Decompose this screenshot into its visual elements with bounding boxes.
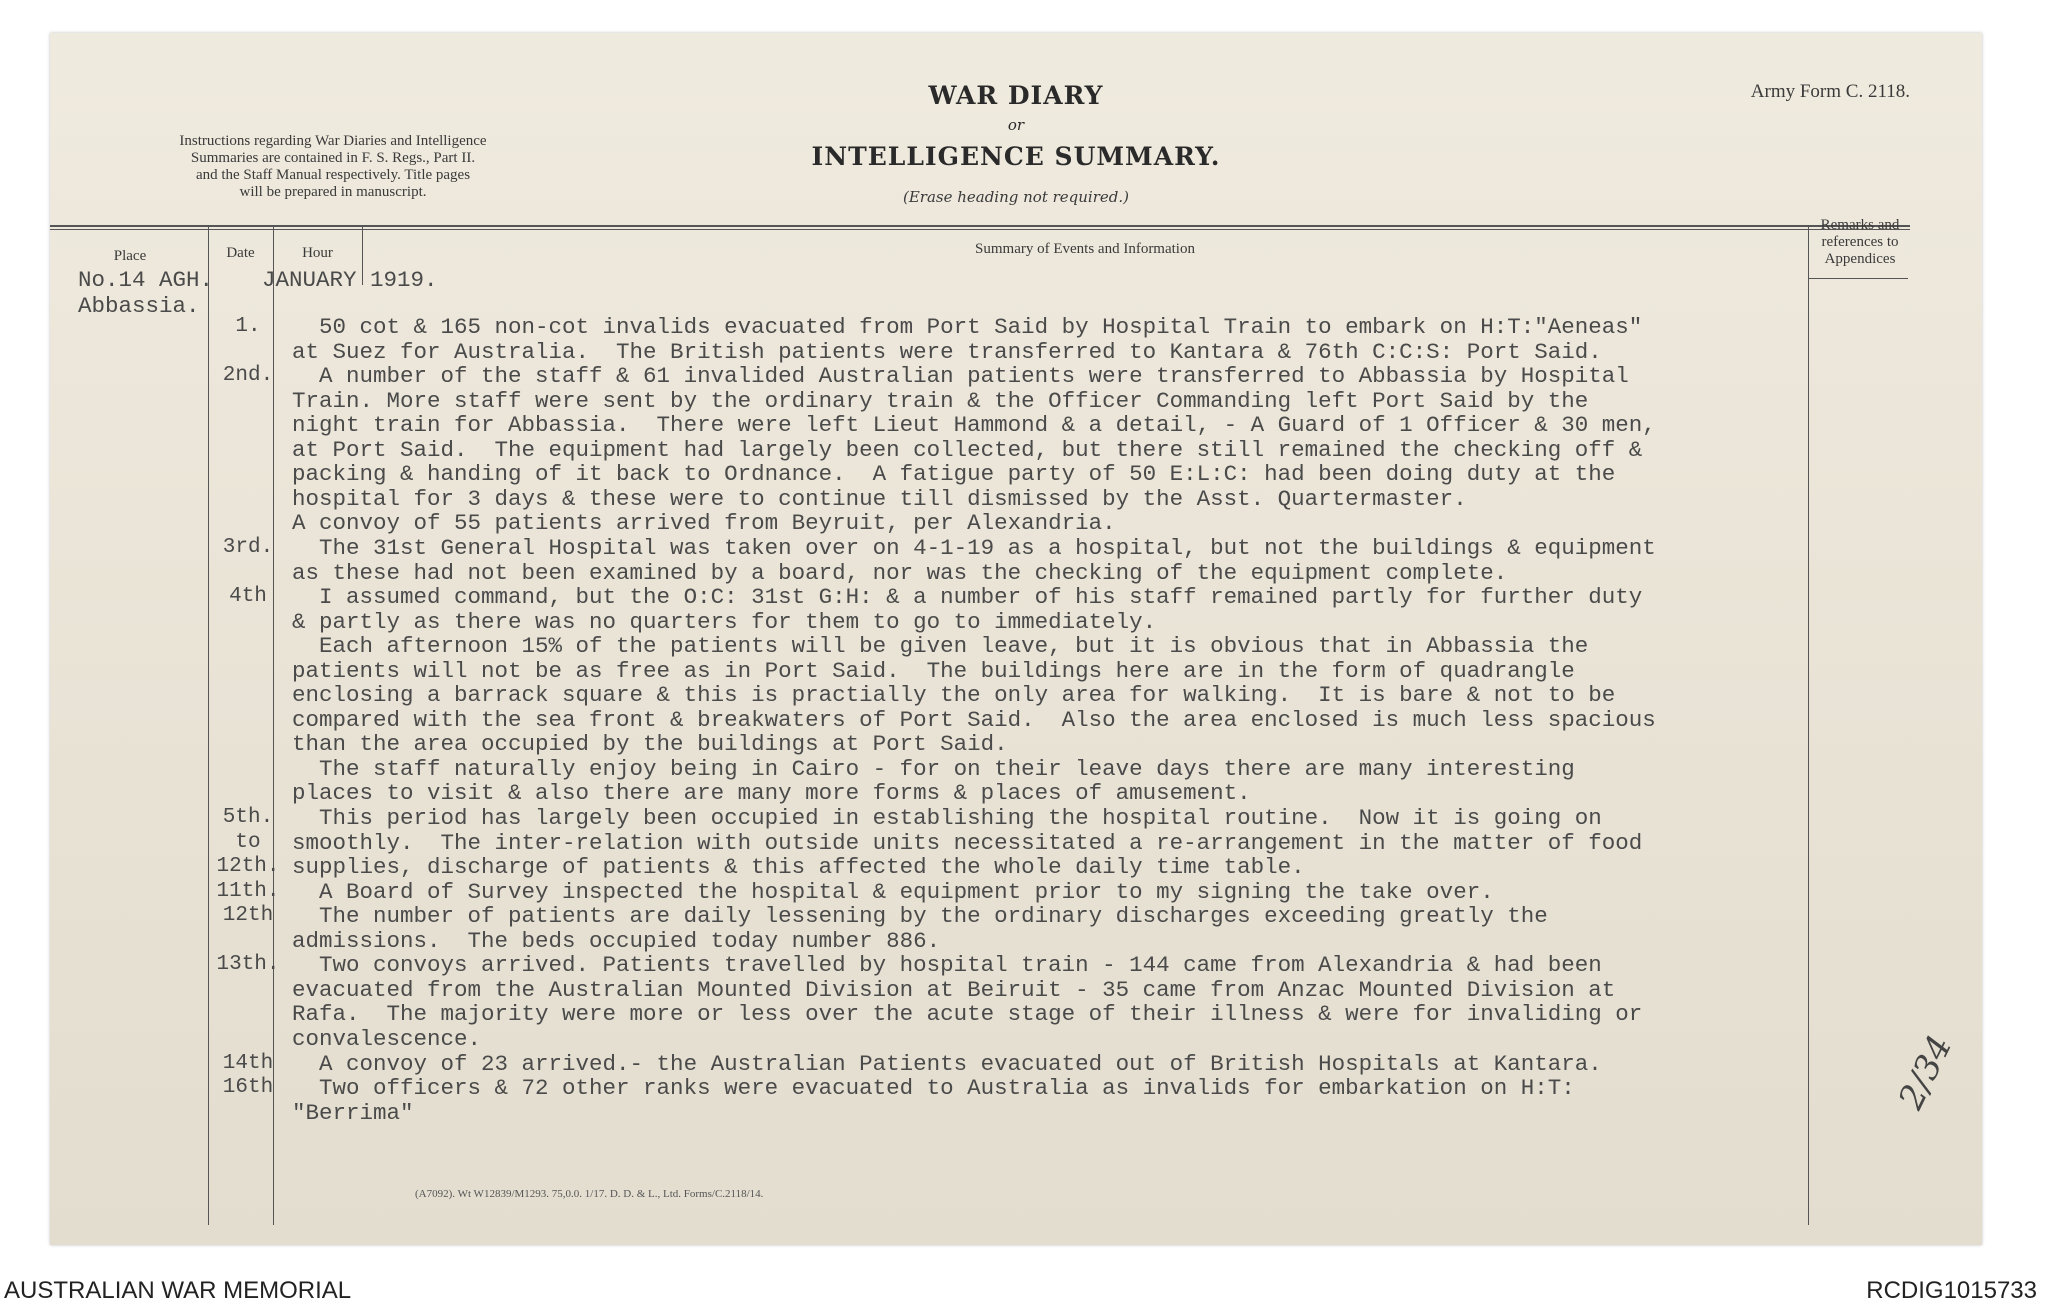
- entry-text: evacuated from the Australian Mounted Division at Beiruit - 35 came from Anzac Mounted Division at: [292, 976, 1616, 1003]
- entry-date: to: [235, 830, 261, 854]
- entry-text: hospital for 3 days & these were to continue till dismissed by the Asst. Quartermaster.: [292, 485, 1467, 512]
- entry-text: Train. More staff were sent by the ordinary train & the Officer Commanding left Port Said by the: [292, 387, 1589, 414]
- erase-note: (Erase heading not required.): [902, 188, 1130, 206]
- archive-credit: AUSTRALIAN WAR MEMORIAL: [4, 1277, 352, 1304]
- entry-text: 50 cot & 165 non-cot invalids evacuated from Port Said by Hospital Train to embark on H:T:"Aeneas": [292, 314, 1643, 340]
- entry-text: as these had not been examined by a board, nor was the checking of the equipment complete.: [292, 559, 1508, 586]
- column-header-hour: Hour: [302, 245, 333, 261]
- archive-reference: RCDIG1015733: [1866, 1277, 2037, 1304]
- entry-text: A convoy of 23 arrived.- the Australian Patients evacuated out of British Hospitals at Kantara.: [292, 1050, 1602, 1077]
- entry-date: 4th: [229, 585, 267, 609]
- diary-sheet: [50, 33, 1982, 1245]
- page-mark: 2/34: [1891, 1029, 1961, 1116]
- entry-text: & partly as there was no quarters for them to go to immediately.: [292, 608, 1157, 635]
- entry-text: A number of the staff & 61 invalided Australian patients were transferred to Abbassia by Hospital: [292, 363, 1629, 390]
- column-header-place: Place: [113, 248, 147, 264]
- column-header-summary: Summary of Events and Information: [975, 241, 1195, 257]
- table-top-rule-thin: [50, 229, 1910, 230]
- entry-text: I assumed command, but the O:C: 31st G:H: & a number of his staff remained partly for further duty: [292, 584, 1643, 611]
- remarks-header-line: Remarks and: [1820, 217, 1900, 233]
- remarks-underline: [1808, 278, 1908, 279]
- entry-text: places to visit & also there are many more forms & places of amusement.: [292, 780, 1251, 807]
- unit-location: Abbassia.: [78, 293, 200, 319]
- entry-text: Two convoys arrived. Patients travelled by hospital train - 144 came from Alexandria & had been: [292, 952, 1602, 979]
- entry-text: The 31st General Hospital was taken over on 4-1-19 as a hospital, but not the buildings & equipment: [292, 534, 1656, 561]
- entry-text: This period has largely been occupied in establishing the hospital routine. Now it is going on: [292, 805, 1602, 831]
- entry-text: Two officers & 72 other ranks were evacuated to Australia as invalids for embarkation on H:T:: [292, 1075, 1575, 1102]
- entry-text: "Berrima": [292, 1099, 414, 1126]
- entry-text: Each afternoon 15% of the patients will be given leave, but it is obvious that in Abbassia the: [292, 633, 1589, 660]
- instructions-line: and the Staff Manual respectively. Title pages: [195, 167, 471, 183]
- diary-subtitle: INTELLIGENCE SUMMARY.: [811, 142, 1221, 171]
- entry-text: packing & handing of it back to Ordnance. A fatigue party of 50 E:L:C: had been doing duty at the: [292, 461, 1616, 488]
- entry-date: 1.: [235, 315, 261, 338]
- entry-text: at Suez for Australia. The British patients were transferred to Kantara & 76th C:C:S: Port Said.: [292, 338, 1602, 365]
- entry-text: than the area occupied by the buildings at Port Said.: [292, 731, 1008, 758]
- column-divider: [1808, 225, 1809, 1225]
- form-number: Army Form C. 2118.: [1750, 81, 1910, 102]
- diary-title: WAR DIARY: [928, 81, 1104, 110]
- entry-date: 3rd.: [222, 535, 274, 559]
- printer-imprint: (A7092). Wt W12839/M1293. 75,0.0. 1/17. D. D. & L., Ltd. Forms/C.2118/14.: [415, 1188, 764, 1200]
- entry-text: admissions. The beds occupied today number 886.: [292, 927, 941, 954]
- entry-text: The number of patients are daily lessening by the ordinary discharges exceeding greatly the: [292, 903, 1548, 930]
- unit-name: No.14 AGH.: [78, 267, 214, 293]
- entry-date: 11th.: [216, 879, 280, 903]
- entry-date: 16th: [222, 1076, 274, 1100]
- entry-text: A convoy of 55 patients arrived from Beyruit, per Alexandria.: [292, 510, 1116, 537]
- entry-text: The staff naturally enjoy being in Cairo - for on their leave days there are many interesting: [292, 755, 1575, 782]
- entry-text: smoothly. The inter-relation with outside units necessitated a re-arrangement in the matter of food: [292, 829, 1643, 856]
- entry-text: Rafa. The majority were more or less over the acute stage of their illness & were for invaliding or: [292, 1001, 1643, 1028]
- entry-text: compared with the sea front & breakwaters of Port Said. Also the area enclosed is much less spacious: [292, 706, 1656, 733]
- entry-text: supplies, discharge of patients & this affected the whole daily time table.: [292, 854, 1305, 881]
- table-top-rule: [50, 225, 1910, 227]
- instructions-line: will be prepared in manuscript.: [239, 184, 427, 200]
- entry-date: 12th: [222, 904, 274, 928]
- instructions-line: Summaries are contained in F. S. Regs., Part II.: [190, 150, 476, 166]
- remarks-header-line: references to: [1821, 234, 1899, 250]
- column-header-date: Date: [226, 245, 255, 261]
- instructions-line: Instructions regarding War Diaries and Intelligence: [179, 133, 487, 149]
- entry-date: 5th.: [222, 806, 274, 829]
- entry-text: convalescence.: [292, 1025, 482, 1052]
- entry-text: at Port Said. The equipment had largely been collected, but there still remained the checking off &: [292, 436, 1643, 463]
- entry-date: 2nd.: [222, 364, 274, 388]
- entry-text: night train for Abbassia. There were left Lieut Hammond & a detail, - A Guard of 1 Officer & 30 men,: [292, 412, 1656, 439]
- entry-date: 12th.: [216, 855, 280, 879]
- remarks-header-line: Appendices: [1824, 251, 1896, 267]
- entry-text: A Board of Survey inspected the hospital & equipment prior to my signing the take over.: [292, 878, 1494, 905]
- entry-text: patients will not be as free as in Port Said. The buildings here are in the form of quadrangle: [292, 657, 1575, 684]
- month-year: JANUARY 1919.: [262, 267, 438, 293]
- title-or: or: [1007, 116, 1025, 134]
- entry-date: 13th.: [216, 953, 280, 977]
- entry-date: 14th: [222, 1051, 274, 1075]
- column-header-remarks: [1810, 217, 1910, 268]
- entry-text: enclosing a barrack square & this is practially the only area for walking. It is bare & not to be: [292, 682, 1616, 709]
